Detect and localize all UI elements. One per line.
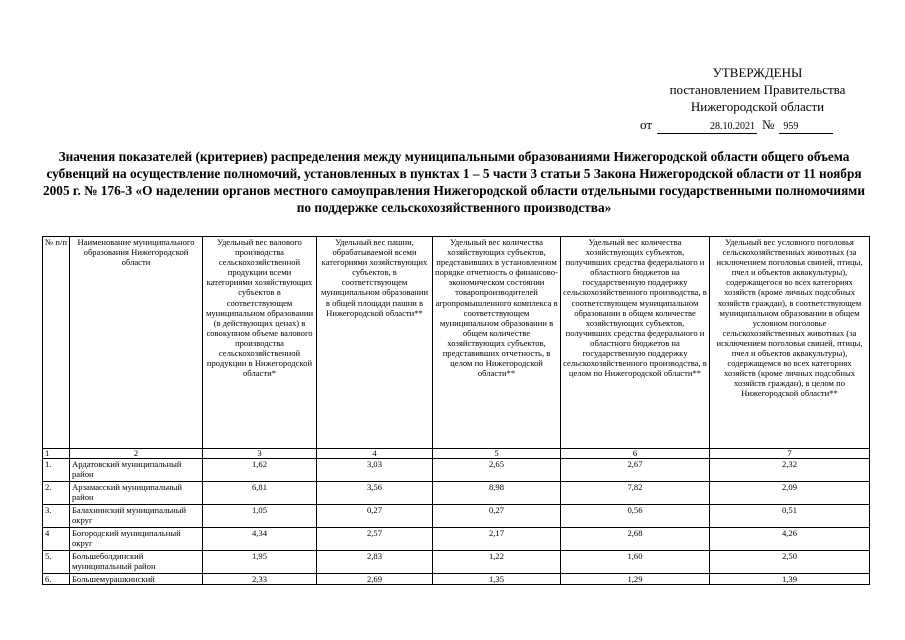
approval-block [640,64,875,134]
municipality-name: Ардатовский муниципальный район [70,459,203,482]
approval-heading: УТВЕРЖДЕНЫ [712,65,803,80]
approval-number-label: № [762,117,775,132]
column-number: 7 [710,449,870,459]
value-cell: 1,95 [203,551,317,574]
indicators-table [42,236,870,585]
column-number: 4 [317,449,433,459]
value-cell: 3,56 [317,482,433,505]
value-cell: 2,67 [561,459,710,482]
column-number: 2 [70,449,203,459]
document-title: Значения показателей (критериев) распределения между муниципальными образованиями Нижегородской области общего объема субвенций на осуществление полномочий, установленных в пунктах 1 – 5 части 3 статьи 5 Закона Нижегородской области от 11 ноября 2005 г. № 176-З «О наделении органов местного самоуправления Нижегородской области отдельными государственными полномочиями по поддержке сельскохозяйственного производства» [43,149,865,215]
header-cell: Удельный вес валового производства сельскохозяйственной продукции всеми категориями хозяйствующих субъектов в соответствующем муниципальном образовании (в действующих ценах) в совокупном объеме валового производства сельскохозяйственной продукции в Нижегородской области* [203,237,317,449]
value-cell: 2,57 [317,528,433,551]
value-cell: 0,56 [561,505,710,528]
value-cell: 1,62 [203,459,317,482]
row-number: 3. [43,505,70,528]
value-cell: 2,32 [710,459,870,482]
approval-region: Нижегородской области [690,99,825,114]
value-cell: 7,82 [561,482,710,505]
value-cell: 8,98 [433,482,561,505]
approval-from-label: от [640,117,653,132]
value-cell: 2,09 [710,482,870,505]
value-cell: 0,27 [433,505,561,528]
value-cell: 2,68 [561,528,710,551]
header-cell: Удельный вес условного поголовья сельскохозяйственных животных (за исключением поголовья свиней, птицы, пчел и объектов аквакультуры), содержащегося во всех категориях хозяйств (кроме личных подсобных хозяйств граждан), в соответствующем муниципальном образовании в общем условном поголовье сельскохозяйственных животных (за исключением поголовья свиней, птицы, пчел и объектов аквакультуры), содержащемся во всех категориях хозяйств (кроме личных подсобных хозяйств граждан), в целом по Нижегородской области** [710,237,870,449]
municipality-name: Богородский муниципальный округ [70,528,203,551]
value-cell: 2,65 [433,459,561,482]
header-cell: Удельный вес пашни, обрабатываемой всеми категориями хозяйствующих субъектов, в соответствующем муниципальном образовании в общей площади пашни в Нижегородской области** [317,237,433,449]
column-number: 5 [433,449,561,459]
value-cell: 4,34 [203,528,317,551]
value-cell: 1,60 [561,551,710,574]
table-row [43,574,870,585]
table-row [43,551,870,574]
approval-authority: постановлением Правительства [669,82,846,97]
value-cell: 0,51 [710,505,870,528]
header-cell: № п/п [43,237,70,449]
table-row [43,505,870,528]
approval-number: 959 [779,121,833,134]
value-cell: 3,03 [317,459,433,482]
value-cell: 1,39 [710,574,870,585]
table-row [43,482,870,505]
row-number: 6. [43,574,70,585]
row-number: 5. [43,551,70,574]
column-number: 3 [203,449,317,459]
column-number: 1 [43,449,70,459]
value-cell: 6,81 [203,482,317,505]
value-cell: 1,05 [203,505,317,528]
value-cell: 1,29 [561,574,710,585]
table-header-row [43,237,870,449]
value-cell: 2,33 [203,574,317,585]
header-cell: Удельный вес количества хозяйствующих субъектов, получивших средства федерального и областного бюджетов на государственную поддержку сельскохозяйственного производства, в соответствующем муниципальном образовании в общем количестве хозяйствующих субъектов, получивших средства федерального и областного бюджетов на государственную поддержку сельскохозяйственного производства, в целом по Нижегородской области** [561,237,710,449]
table-row [43,528,870,551]
value-cell: 1,22 [433,551,561,574]
value-cell: 1,35 [433,574,561,585]
column-number: 6 [561,449,710,459]
value-cell: 4,26 [710,528,870,551]
value-cell: 2,83 [317,551,433,574]
approval-date-number-row [640,116,875,134]
municipality-name: Большемурашкинский [70,574,203,585]
table-row [43,459,870,482]
value-cell: 2,17 [433,528,561,551]
header-cell: Наименование муниципального образования Нижегородской области [70,237,203,449]
header-cell: Удельный вес количества хозяйствующих субъектов, представивших в установленном порядке отчетность о финансово-экономическом состоянии товаропроизводителей агропромышленного комплекса в соответствующем муниципальном образовании в общем количестве хозяйствующих субъектов, представивших отчетность, в целом по Нижегородской области** [433,237,561,449]
municipality-name: Большеболдинский муниципальный район [70,551,203,574]
municipality-name: Арзамасский муниципальный район [70,482,203,505]
value-cell: 0,27 [317,505,433,528]
municipality-name: Балахнинский муниципальный округ [70,505,203,528]
row-number: 2. [43,482,70,505]
row-number: 4 [43,528,70,551]
value-cell: 2,50 [710,551,870,574]
approval-date: 28.10.2021 [657,121,757,134]
column-number-row [43,449,870,459]
value-cell: 2,69 [317,574,433,585]
row-number: 1. [43,459,70,482]
